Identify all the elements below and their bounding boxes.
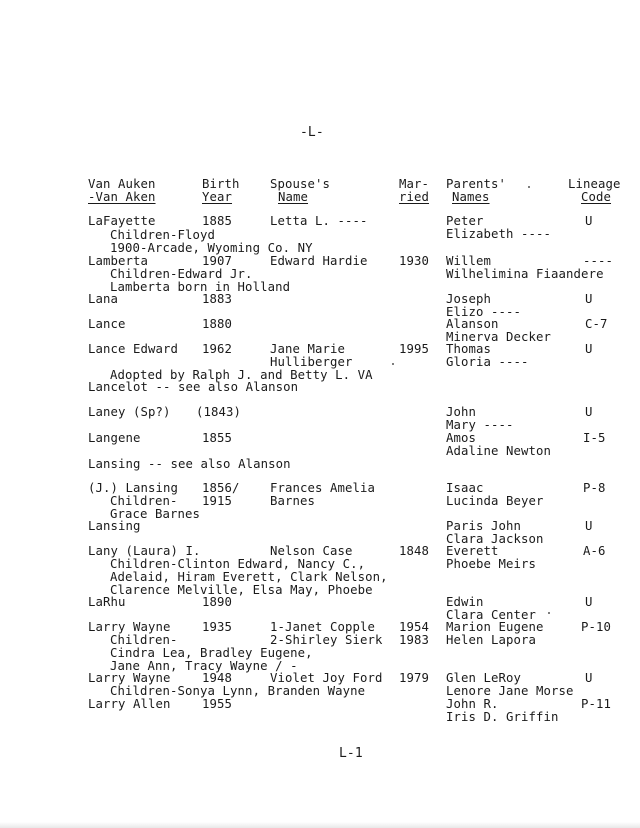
entry-parent-father: Amos — [446, 431, 477, 445]
entry-name: Larry Wayne — [88, 671, 171, 685]
entry-parent-father: Thomas — [446, 342, 492, 356]
entry-note: Children- — [110, 633, 178, 647]
entry-birth: 1890 — [202, 595, 233, 609]
entry-parent-mother: Minerva Decker — [446, 330, 552, 344]
entry-name: (J.) Lansing — [88, 481, 179, 495]
entry-birth: 1885 — [202, 214, 233, 228]
entry-note: Jane Ann, Tracy Wayne / - — [110, 659, 298, 673]
entry-married: 1979 — [399, 671, 430, 685]
header-birth-top: Birth — [202, 177, 240, 191]
see-also-note: Lansing -- see also Alanson — [88, 457, 291, 471]
entry-note: Children-Floyd — [110, 228, 216, 242]
entry-spouse: Jane Marie — [270, 342, 346, 356]
entry-lineage-code: A-6 — [583, 544, 606, 558]
entry-name: Lance — [88, 317, 126, 331]
entry-name: LaFayette — [88, 214, 156, 228]
entry-spouse-line2: Hulliberger — [270, 355, 353, 369]
entry-lineage-code: U — [585, 405, 593, 419]
entry-name: Lamberta — [88, 254, 149, 268]
entry-name: Larry Wayne — [88, 620, 171, 634]
entry-married: 1930 — [399, 254, 430, 268]
entry-parent-father: Willem — [446, 254, 492, 268]
entry-lineage-code: P-8 — [583, 481, 606, 495]
entry-name: Lansing — [88, 519, 141, 533]
entry-parent-mother: Mary ---- — [446, 418, 514, 432]
entry-lineage-code: U — [585, 342, 593, 356]
entry-note: Children-Sonya Lynn, Branden Wayne — [110, 684, 366, 698]
entry-spouse: Letta L. ---- — [270, 214, 368, 228]
scan-speck — [528, 186, 530, 188]
entry-lineage-code: U — [585, 671, 593, 685]
entry-parent-mother: Phoebe Meirs — [446, 557, 537, 571]
entry-birth: 1955 — [202, 697, 233, 711]
entry-spouse-line2: Barnes — [270, 494, 316, 508]
entry-lineage-code: C-7 — [585, 317, 608, 331]
header-spouse-top: Spouse's — [270, 177, 331, 191]
entry-parent-father: Joseph — [446, 292, 492, 306]
entry-lineage-code: U — [585, 292, 593, 306]
entry-parent-father: Paris John — [446, 519, 522, 533]
section-letter: -L- — [300, 125, 324, 140]
header-married-top: Mar- — [399, 177, 430, 191]
entry-lineage-code: P-10 — [581, 620, 612, 634]
entry-lineage-code: I-5 — [583, 431, 606, 445]
entry-parent-mother: Clara Center — [446, 608, 537, 622]
entry-parent-father: Edwin — [446, 595, 484, 609]
entry-lineage-code: U — [585, 595, 593, 609]
entry-parent-mother: Adaline Newton — [446, 444, 552, 458]
entry-spouse: Violet Joy Ford — [270, 671, 383, 685]
entry-name: Larry Allen — [88, 697, 171, 711]
entry-birth: 1962 — [202, 342, 233, 356]
header-name-bottom: -Van Aken — [88, 190, 156, 204]
header-lineage-top: Lineage — [568, 177, 621, 191]
entry-birth: 1935 — [202, 620, 233, 634]
entry-spouse-line2: 2-Shirley Sierk — [270, 633, 383, 647]
header-parents-top: Parents' — [446, 177, 507, 191]
entry-married: 1848 — [399, 544, 430, 558]
entry-note: Adelaid, Hiram Everett, Clark Nelson, — [110, 570, 388, 584]
entry-parent-father: John R. — [446, 697, 499, 711]
scan-speck — [392, 363, 394, 365]
entry-birth: 1880 — [202, 317, 233, 331]
entry-married: 1954 — [399, 620, 430, 634]
entry-parent-mother: Clara Jackson — [446, 532, 544, 546]
header-birth-bottom: Year — [202, 190, 233, 204]
entry-name: Lana — [88, 292, 119, 306]
entry-name: Laney (Sp?) — [88, 405, 171, 419]
entry-note: Children- — [110, 494, 178, 508]
entry-spouse: Frances Amelia — [270, 481, 376, 495]
header-name-top: Van Auken — [88, 177, 156, 191]
entry-parent-father: Marion Eugene — [446, 620, 544, 634]
header-parents-bottom: Names — [452, 190, 490, 204]
entry-note: 1915 — [202, 494, 233, 508]
entry-note: Adopted by Ralph J. and Betty L. VA — [110, 368, 373, 382]
entry-birth: (1843) — [196, 405, 242, 419]
see-also-note: Lancelot -- see also Alanson — [88, 380, 299, 394]
entry-birth: 1883 — [202, 292, 233, 306]
entry-birth: 1948 — [202, 671, 233, 685]
entry-parent-mother: Lucinda Beyer — [446, 494, 544, 508]
entry-parent-mother: Wilhelimina Fiaandere — [446, 267, 604, 281]
entry-parent-father: Isaac — [446, 481, 484, 495]
entry-name: Lany (Laura) I. — [88, 544, 201, 558]
entry-name: LaRhu — [88, 595, 126, 609]
entry-spouse: 1-Janet Copple — [270, 620, 376, 634]
entry-parent-father: Alanson — [446, 317, 499, 331]
entry-note: Grace Barnes — [110, 507, 201, 521]
entry-birth: 1856/ — [202, 481, 240, 495]
entry-parent-mother: Elizo ---- — [446, 305, 522, 319]
entry-lineage-code: P-11 — [581, 697, 612, 711]
entry-parent-father: Everett — [446, 544, 499, 558]
entry-name: Langene — [88, 431, 141, 445]
entry-name: Lance Edward — [88, 342, 179, 356]
entry-note: Children-Edward Jr. — [110, 267, 253, 281]
entry-birth: 1855 — [202, 431, 233, 445]
scan-bottom-edge — [0, 822, 640, 828]
entry-spouse: Edward Hardie — [270, 254, 368, 268]
entry-married: 1995 — [399, 342, 430, 356]
entry-lineage-code: U — [585, 214, 593, 228]
entry-parent-father: John — [446, 405, 477, 419]
entry-parent-father: Glen LeRoy — [446, 671, 522, 685]
entry-lineage-code: ---- — [583, 254, 614, 268]
page-number: L-1 — [339, 746, 363, 761]
entry-note: Lamberta born in Holland — [110, 280, 291, 294]
header-lineage-bottom: Code — [581, 190, 612, 204]
entry-note: Cindra Lea, Bradley Eugene, — [110, 646, 313, 660]
scan-speck — [548, 612, 550, 614]
entry-married-line2: 1983 — [399, 633, 430, 647]
entry-parent-mother: Helen Lapora — [446, 633, 537, 647]
entry-parent-mother: Lenore Jane Morse — [446, 684, 574, 698]
entry-lineage-code: U — [585, 519, 593, 533]
entry-note: Children-Clinton Edward, Nancy C., — [110, 557, 366, 571]
entry-note: 1900-Arcade, Wyoming Co. NY — [110, 241, 313, 255]
entry-parent-father: Peter — [446, 214, 484, 228]
entry-note: Clarence Melville, Elsa May, Phoebe — [110, 583, 373, 597]
entry-spouse: Nelson Case — [270, 544, 353, 558]
entry-parent-mother: Gloria ---- — [446, 355, 529, 369]
entry-parent-mother: Iris D. Griffin — [446, 710, 559, 724]
entry-parent-mother: Elizabeth ---- — [446, 227, 552, 241]
entry-birth: 1907 — [202, 254, 233, 268]
header-spouse-bottom: Name — [278, 190, 309, 204]
header-married-bottom: ried — [399, 190, 430, 204]
